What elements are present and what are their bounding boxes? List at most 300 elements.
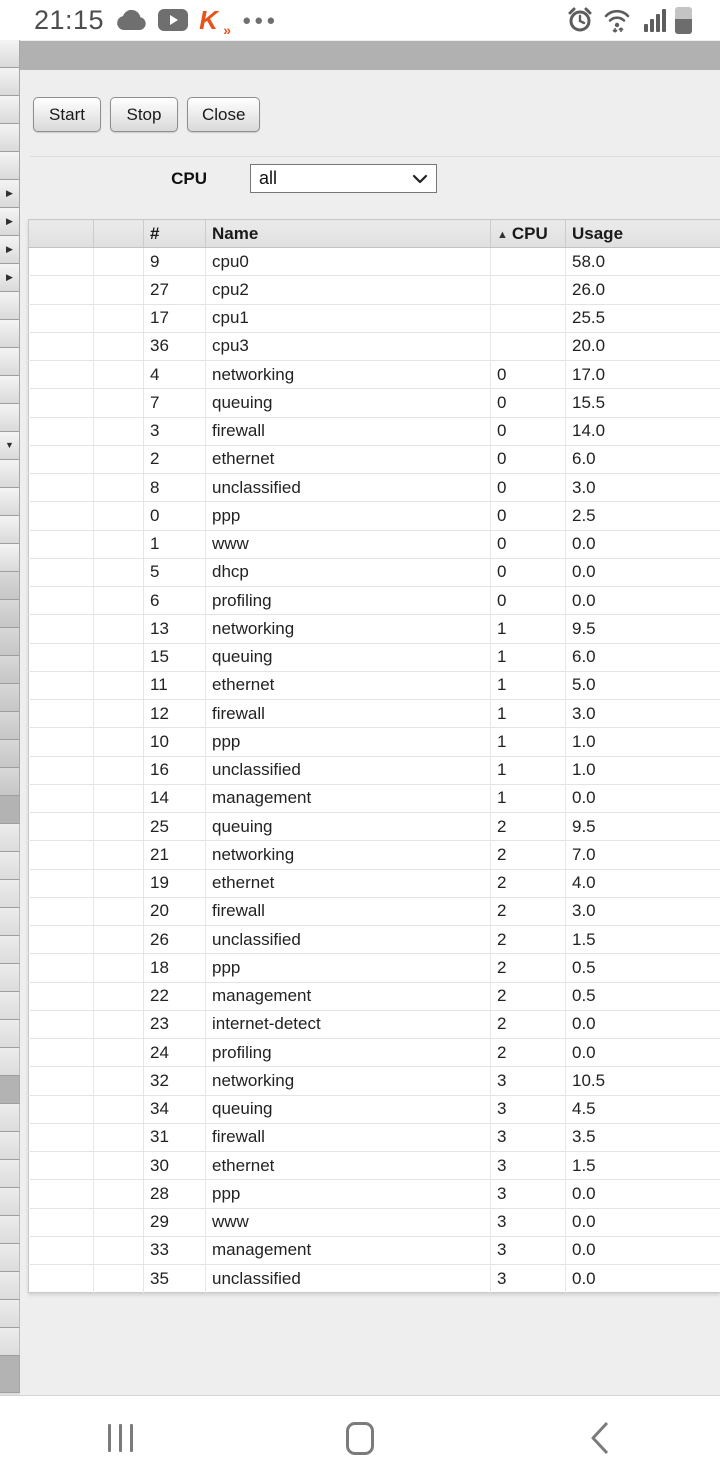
cell-name: unclassified bbox=[206, 756, 491, 784]
arrow-right-icon: ▶ bbox=[6, 188, 13, 198]
sidebar-tile-arrow-right[interactable] bbox=[0, 264, 20, 292]
cell-cpu: 2 bbox=[491, 1039, 566, 1067]
cell-cpu: 0 bbox=[491, 417, 566, 445]
column-header-CPU[interactable]: ▲ CPU bbox=[491, 220, 566, 248]
cell-id: 31 bbox=[144, 1123, 206, 1151]
cell-name: firewall bbox=[206, 417, 491, 445]
column-header-#[interactable]: # bbox=[144, 220, 206, 248]
cell-usage: 1.0 bbox=[566, 756, 720, 784]
table-row[interactable] bbox=[29, 1208, 720, 1236]
cell-cpu: 3 bbox=[491, 1152, 566, 1180]
cell-blank bbox=[94, 417, 144, 445]
column-header-blank bbox=[29, 220, 94, 248]
cell-blank bbox=[29, 756, 94, 784]
android-status-bar bbox=[0, 0, 720, 40]
table-row[interactable] bbox=[29, 1152, 720, 1180]
cell-blank bbox=[29, 276, 94, 304]
cell-blank bbox=[94, 1010, 144, 1038]
cell-blank bbox=[29, 671, 94, 699]
sidebar-tile-arrow-right[interactable] bbox=[0, 236, 20, 264]
cell-name: firewall bbox=[206, 897, 491, 925]
cell-id: 6 bbox=[144, 587, 206, 615]
cell-cpu: 3 bbox=[491, 1180, 566, 1208]
table-row[interactable] bbox=[29, 445, 720, 473]
status-time: 21:15 bbox=[34, 4, 105, 35]
sidebar-tile-light[interactable] bbox=[0, 124, 20, 152]
cell-usage: 20.0 bbox=[566, 332, 720, 360]
cell-id: 22 bbox=[144, 982, 206, 1010]
cell-name: cpu3 bbox=[206, 332, 491, 360]
cell-blank bbox=[29, 1123, 94, 1151]
sidebar-tile-panel[interactable] bbox=[0, 1188, 20, 1216]
table-row[interactable] bbox=[29, 671, 720, 699]
cell-usage: 9.5 bbox=[566, 813, 720, 841]
wifi-icon bbox=[603, 7, 635, 33]
cell-name: networking bbox=[206, 1067, 491, 1095]
sidebar-tile-light[interactable] bbox=[0, 516, 20, 544]
cell-blank bbox=[29, 1010, 94, 1038]
cell-id: 19 bbox=[144, 869, 206, 897]
cell-usage: 0.0 bbox=[566, 1208, 720, 1236]
table-row[interactable] bbox=[29, 389, 720, 417]
table-row[interactable] bbox=[29, 502, 720, 530]
cell-blank bbox=[29, 869, 94, 897]
cell-usage: 3.0 bbox=[566, 474, 720, 502]
cell-blank bbox=[29, 926, 94, 954]
table-row[interactable] bbox=[29, 1010, 720, 1038]
table-row[interactable] bbox=[29, 1180, 720, 1208]
sidebar-tile-panel[interactable] bbox=[0, 964, 20, 992]
table-row[interactable] bbox=[29, 276, 720, 304]
recents-button[interactable] bbox=[0, 1424, 240, 1452]
sidebar-tile-arrow-right[interactable] bbox=[0, 208, 20, 236]
cell-blank bbox=[94, 361, 144, 389]
cell-blank bbox=[29, 587, 94, 615]
column-header-Name[interactable]: Name bbox=[206, 220, 491, 248]
cell-usage: 25.5 bbox=[566, 304, 720, 332]
table-row[interactable] bbox=[29, 700, 720, 728]
cell-usage: 0.0 bbox=[566, 530, 720, 558]
sidebar-tile-mid[interactable] bbox=[0, 740, 20, 768]
cell-blank bbox=[94, 643, 144, 671]
column-header-Usage[interactable]: Usage bbox=[566, 220, 720, 248]
table-row[interactable] bbox=[29, 643, 720, 671]
cell-name: networking bbox=[206, 615, 491, 643]
cell-blank bbox=[94, 587, 144, 615]
cell-blank bbox=[94, 1067, 144, 1095]
sidebar-tile-light[interactable] bbox=[0, 320, 20, 348]
cell-id: 26 bbox=[144, 926, 206, 954]
table-row[interactable] bbox=[29, 332, 720, 360]
more-notifications-icon: ●●● bbox=[242, 11, 279, 29]
sidebar-tile-light[interactable] bbox=[0, 544, 20, 572]
cell-blank bbox=[29, 332, 94, 360]
cell-blank bbox=[94, 671, 144, 699]
start-button[interactable]: Start bbox=[33, 97, 101, 132]
cell-cpu: 3 bbox=[491, 1265, 566, 1293]
cell-name: cpu2 bbox=[206, 276, 491, 304]
cell-cpu: 1 bbox=[491, 671, 566, 699]
cell-blank bbox=[94, 982, 144, 1010]
cell-blank bbox=[94, 841, 144, 869]
k-app-icon: K » bbox=[199, 5, 232, 38]
sidebar-tile-panel[interactable] bbox=[0, 908, 20, 936]
cell-id: 2 bbox=[144, 445, 206, 473]
cell-usage: 17.0 bbox=[566, 361, 720, 389]
back-button[interactable] bbox=[480, 1420, 720, 1456]
alarm-icon bbox=[566, 6, 594, 34]
cell-blank bbox=[29, 643, 94, 671]
cell-usage: 0.0 bbox=[566, 1265, 720, 1293]
table-row[interactable] bbox=[29, 587, 720, 615]
cell-blank bbox=[29, 361, 94, 389]
cell-blank bbox=[29, 304, 94, 332]
cell-blank bbox=[29, 445, 94, 473]
cell-blank bbox=[29, 248, 94, 276]
cell-blank bbox=[29, 700, 94, 728]
cell-cpu: 1 bbox=[491, 784, 566, 812]
cell-usage: 0.0 bbox=[566, 1180, 720, 1208]
cell-id: 33 bbox=[144, 1236, 206, 1264]
recents-icon bbox=[108, 1424, 133, 1452]
cell-usage: 0.0 bbox=[566, 587, 720, 615]
sidebar-tile-panel[interactable] bbox=[0, 1216, 20, 1244]
table-row[interactable] bbox=[29, 417, 720, 445]
cell-usage: 0.0 bbox=[566, 784, 720, 812]
table-row[interactable] bbox=[29, 813, 720, 841]
home-icon bbox=[346, 1422, 374, 1455]
cell-cpu: 1 bbox=[491, 643, 566, 671]
cell-blank bbox=[29, 1265, 94, 1293]
sidebar-tile-panel[interactable] bbox=[0, 1132, 20, 1160]
arrow-down-icon: ▼ bbox=[5, 440, 14, 450]
cell-cpu: 3 bbox=[491, 1123, 566, 1151]
sidebar-tile-dark[interactable] bbox=[0, 1076, 20, 1104]
cell-blank bbox=[29, 897, 94, 925]
profile-table bbox=[28, 219, 720, 1293]
sidebar-tile-panel[interactable] bbox=[0, 992, 20, 1020]
cell-blank bbox=[94, 1236, 144, 1264]
sidebar-tile-panel[interactable] bbox=[0, 1048, 20, 1076]
cell-id: 4 bbox=[144, 361, 206, 389]
cell-name: ppp bbox=[206, 728, 491, 756]
stop-button[interactable]: Stop bbox=[110, 97, 178, 132]
sidebar-tile-panel[interactable] bbox=[0, 1272, 20, 1300]
cell-cpu: 3 bbox=[491, 1095, 566, 1123]
cell-id: 0 bbox=[144, 502, 206, 530]
cell-id: 9 bbox=[144, 248, 206, 276]
sidebar-tile-light[interactable] bbox=[0, 460, 20, 488]
cell-usage: 4.5 bbox=[566, 1095, 720, 1123]
cell-cpu: 2 bbox=[491, 926, 566, 954]
cell-blank bbox=[29, 389, 94, 417]
cell-id: 25 bbox=[144, 813, 206, 841]
android-nav-bar bbox=[0, 1395, 720, 1480]
sidebar-tile-light[interactable] bbox=[0, 488, 20, 516]
cell-cpu: 0 bbox=[491, 474, 566, 502]
cpu-select[interactable] bbox=[250, 164, 437, 193]
cell-cpu: 2 bbox=[491, 954, 566, 982]
table-row[interactable] bbox=[29, 558, 720, 586]
table-row[interactable] bbox=[29, 897, 720, 925]
cell-usage: 4.0 bbox=[566, 869, 720, 897]
sidebar-tile-panel[interactable] bbox=[0, 1244, 20, 1272]
table-row[interactable] bbox=[29, 926, 720, 954]
cell-id: 32 bbox=[144, 1067, 206, 1095]
cell-usage: 0.5 bbox=[566, 954, 720, 982]
cell-blank bbox=[94, 248, 144, 276]
table-row[interactable] bbox=[29, 728, 720, 756]
cell-blank bbox=[29, 813, 94, 841]
cell-id: 5 bbox=[144, 558, 206, 586]
cell-usage: 0.5 bbox=[566, 982, 720, 1010]
cell-blank bbox=[94, 784, 144, 812]
cpu-filter-label: CPU bbox=[171, 168, 207, 188]
cell-usage: 0.0 bbox=[566, 1039, 720, 1067]
cell-cpu: 0 bbox=[491, 558, 566, 586]
table-row[interactable] bbox=[29, 784, 720, 812]
cell-name: firewall bbox=[206, 1123, 491, 1151]
cell-cpu bbox=[491, 248, 566, 276]
cell-blank bbox=[94, 1039, 144, 1067]
collapsed-sidebar bbox=[0, 40, 20, 1395]
sidebar-tile-mid[interactable] bbox=[0, 628, 20, 656]
cell-usage: 6.0 bbox=[566, 643, 720, 671]
status-system-icons bbox=[566, 6, 692, 34]
cell-id: 18 bbox=[144, 954, 206, 982]
table-row[interactable] bbox=[29, 954, 720, 982]
cell-usage: 1.5 bbox=[566, 1152, 720, 1180]
table-row[interactable] bbox=[29, 304, 720, 332]
webfig-app bbox=[0, 40, 720, 1395]
cpu-select-value: all bbox=[259, 168, 278, 188]
cell-cpu: 1 bbox=[491, 728, 566, 756]
cell-id: 11 bbox=[144, 671, 206, 699]
cell-name: unclassified bbox=[206, 926, 491, 954]
sidebar-tile-mid[interactable] bbox=[0, 572, 20, 600]
table-row[interactable] bbox=[29, 474, 720, 502]
cell-id: 34 bbox=[144, 1095, 206, 1123]
table-header-row bbox=[29, 220, 720, 248]
cell-name: www bbox=[206, 1208, 491, 1236]
cell-blank bbox=[29, 728, 94, 756]
cell-blank bbox=[29, 1208, 94, 1236]
cell-usage: 9.5 bbox=[566, 615, 720, 643]
table-row[interactable] bbox=[29, 248, 720, 276]
cell-usage: 0.0 bbox=[566, 1236, 720, 1264]
cell-blank bbox=[29, 1095, 94, 1123]
table-row[interactable] bbox=[29, 361, 720, 389]
cell-blank bbox=[94, 276, 144, 304]
cell-blank bbox=[94, 332, 144, 360]
cell-id: 14 bbox=[144, 784, 206, 812]
table-row[interactable] bbox=[29, 530, 720, 558]
cell-blank bbox=[94, 813, 144, 841]
cell-blank bbox=[94, 1208, 144, 1236]
cell-name: ppp bbox=[206, 502, 491, 530]
table-row[interactable] bbox=[29, 1123, 720, 1151]
cell-blank bbox=[29, 784, 94, 812]
sidebar-tile-light[interactable] bbox=[0, 376, 20, 404]
cell-name: ethernet bbox=[206, 445, 491, 473]
cell-blank bbox=[29, 558, 94, 586]
sidebar-tile-panel[interactable] bbox=[0, 1328, 20, 1356]
cell-usage: 0.0 bbox=[566, 1010, 720, 1038]
chevron-down-icon bbox=[412, 174, 428, 184]
cell-usage: 10.5 bbox=[566, 1067, 720, 1095]
video-app-icon bbox=[158, 9, 188, 31]
table-row[interactable] bbox=[29, 982, 720, 1010]
sidebar-tile-panel[interactable] bbox=[0, 1020, 20, 1048]
sidebar-tile-dark[interactable] bbox=[0, 796, 20, 824]
cell-blank bbox=[94, 304, 144, 332]
cell-blank bbox=[94, 502, 144, 530]
cell-id: 1 bbox=[144, 530, 206, 558]
cell-cpu bbox=[491, 304, 566, 332]
cell-blank bbox=[94, 897, 144, 925]
cell-blank bbox=[29, 954, 94, 982]
cell-cpu: 3 bbox=[491, 1208, 566, 1236]
cell-id: 8 bbox=[144, 474, 206, 502]
cell-id: 16 bbox=[144, 756, 206, 784]
table-row[interactable] bbox=[29, 1236, 720, 1264]
cell-blank bbox=[29, 1067, 94, 1095]
sidebar-tile-panel[interactable] bbox=[0, 1104, 20, 1132]
cell-id: 20 bbox=[144, 897, 206, 925]
table-row[interactable] bbox=[29, 1095, 720, 1123]
sidebar-tile-panel[interactable] bbox=[0, 1300, 20, 1328]
cell-blank bbox=[94, 954, 144, 982]
cell-blank bbox=[29, 615, 94, 643]
cell-blank bbox=[94, 474, 144, 502]
cell-blank bbox=[29, 1236, 94, 1264]
cell-usage: 3.0 bbox=[566, 897, 720, 925]
cell-cpu: 0 bbox=[491, 530, 566, 558]
cell-usage: 6.0 bbox=[566, 445, 720, 473]
cell-id: 23 bbox=[144, 1010, 206, 1038]
sidebar-tile-light[interactable] bbox=[0, 40, 20, 68]
cell-name: cpu0 bbox=[206, 248, 491, 276]
cell-blank bbox=[94, 1152, 144, 1180]
cell-blank bbox=[29, 502, 94, 530]
cell-name: networking bbox=[206, 841, 491, 869]
sidebar-tile-arrow-down[interactable] bbox=[0, 432, 20, 460]
cell-blank bbox=[29, 1152, 94, 1180]
section-divider bbox=[30, 156, 720, 157]
sidebar-tile-arrow-right[interactable] bbox=[0, 180, 20, 208]
cell-blank bbox=[29, 474, 94, 502]
sidebar-tile-panel[interactable] bbox=[0, 880, 20, 908]
cell-cpu: 0 bbox=[491, 502, 566, 530]
cell-blank bbox=[94, 926, 144, 954]
toolbar bbox=[33, 97, 720, 132]
cell-blank bbox=[94, 869, 144, 897]
arrow-right-icon: ▶ bbox=[6, 244, 13, 254]
cell-blank bbox=[29, 841, 94, 869]
cell-blank bbox=[94, 389, 144, 417]
table-row[interactable] bbox=[29, 869, 720, 897]
cell-id: 28 bbox=[144, 1180, 206, 1208]
sidebar-tile-mid[interactable] bbox=[0, 712, 20, 740]
home-button[interactable] bbox=[240, 1422, 480, 1455]
close-button[interactable]: Close bbox=[187, 97, 260, 132]
cell-usage: 15.5 bbox=[566, 389, 720, 417]
table-row[interactable] bbox=[29, 756, 720, 784]
main-content bbox=[20, 40, 720, 1395]
sidebar-tile-panel[interactable] bbox=[0, 824, 20, 852]
sidebar-tile-dark[interactable] bbox=[0, 1356, 20, 1393]
battery-icon bbox=[675, 7, 692, 34]
cell-blank bbox=[94, 1095, 144, 1123]
cell-name: cpu1 bbox=[206, 304, 491, 332]
sidebar-tile-light[interactable] bbox=[0, 404, 20, 432]
table-row[interactable] bbox=[29, 841, 720, 869]
cell-cpu: 1 bbox=[491, 700, 566, 728]
cell-id: 12 bbox=[144, 700, 206, 728]
cell-cpu: 2 bbox=[491, 897, 566, 925]
cell-cpu: 2 bbox=[491, 1010, 566, 1038]
sidebar-tile-mid[interactable] bbox=[0, 600, 20, 628]
table-row[interactable] bbox=[29, 1265, 720, 1293]
cell-usage: 7.0 bbox=[566, 841, 720, 869]
cell-name: internet-detect bbox=[206, 1010, 491, 1038]
cell-blank bbox=[29, 417, 94, 445]
sidebar-tile-light[interactable] bbox=[0, 96, 20, 124]
sidebar-tile-light[interactable] bbox=[0, 68, 20, 96]
sidebar-tile-light[interactable] bbox=[0, 152, 20, 180]
cell-usage: 3.5 bbox=[566, 1123, 720, 1151]
back-icon bbox=[589, 1420, 611, 1456]
cell-name: www bbox=[206, 530, 491, 558]
cell-cpu: 2 bbox=[491, 813, 566, 841]
sidebar-tile-light[interactable] bbox=[0, 292, 20, 320]
cell-blank bbox=[94, 1123, 144, 1151]
cell-usage: 14.0 bbox=[566, 417, 720, 445]
sidebar-tile-mid[interactable] bbox=[0, 768, 20, 796]
sidebar-tile-light[interactable] bbox=[0, 348, 20, 376]
cell-usage: 2.5 bbox=[566, 502, 720, 530]
cell-id: 36 bbox=[144, 332, 206, 360]
cell-blank bbox=[29, 1039, 94, 1067]
table-row[interactable] bbox=[29, 1039, 720, 1067]
cell-usage: 58.0 bbox=[566, 248, 720, 276]
cell-id: 3 bbox=[144, 417, 206, 445]
cell-id: 17 bbox=[144, 304, 206, 332]
cell-cpu: 3 bbox=[491, 1236, 566, 1264]
table-body bbox=[29, 248, 720, 1293]
cell-name: unclassified bbox=[206, 474, 491, 502]
cell-name: management bbox=[206, 982, 491, 1010]
cell-name: queuing bbox=[206, 813, 491, 841]
sidebar-tile-mid[interactable] bbox=[0, 656, 20, 684]
sidebar-tile-panel[interactable] bbox=[0, 1160, 20, 1188]
cell-cpu: 0 bbox=[491, 361, 566, 389]
sidebar-tile-panel[interactable] bbox=[0, 852, 20, 880]
cell-cpu: 0 bbox=[491, 445, 566, 473]
cell-cpu: 0 bbox=[491, 389, 566, 417]
signal-strength-icon bbox=[644, 8, 666, 32]
cell-usage: 1.5 bbox=[566, 926, 720, 954]
sidebar-tile-panel[interactable] bbox=[0, 936, 20, 964]
table-row[interactable] bbox=[29, 615, 720, 643]
cell-id: 29 bbox=[144, 1208, 206, 1236]
cell-id: 7 bbox=[144, 389, 206, 417]
profile-table-container bbox=[28, 219, 720, 1293]
table-row[interactable] bbox=[29, 1067, 720, 1095]
cell-usage: 26.0 bbox=[566, 276, 720, 304]
cell-cpu bbox=[491, 332, 566, 360]
sidebar-tile-mid[interactable] bbox=[0, 684, 20, 712]
